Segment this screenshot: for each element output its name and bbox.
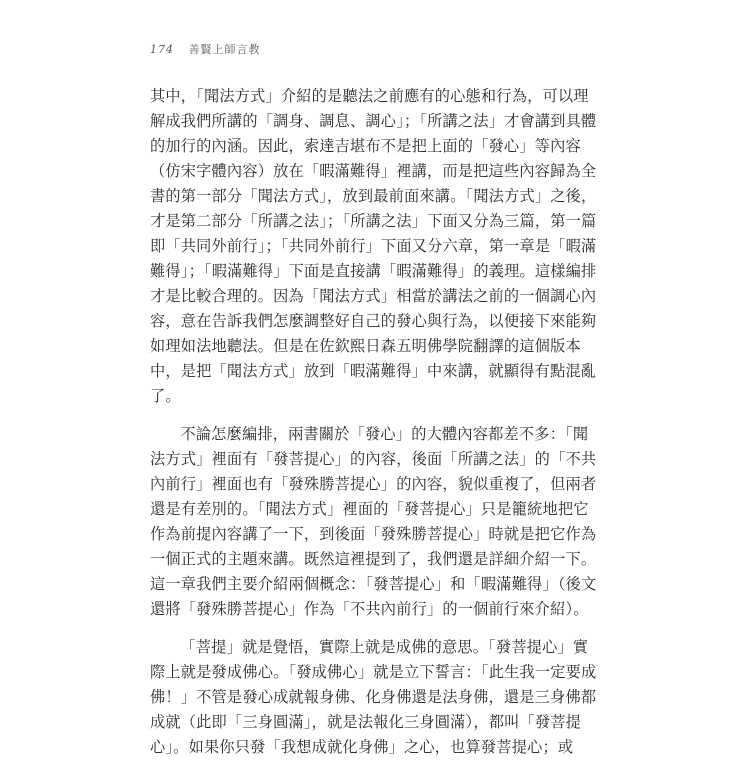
running-title: 善賢上師言教 <box>188 43 261 56</box>
paragraph-2: 不論怎麼編排，兩書關於「發心」的大體內容都差不多：「聞法方式」裡面有「發菩提心」的內容，後面「所講之法」的「不共內前行」裡面也有「發殊勝菩提心」的內容，貌似重複了，但兩者還是有差別的。「聞法方式」裡面的「發菩提心」只是籠統地把它作為前提內容講了一下，到後面「發殊勝菩提心」時就是把它作為一個正式的主題來講。既然這裡提到了，我們還是詳細介紹一下。這一章我們主要介紹兩個概念：「發菩提心」和「暇滿難得」（後文還將「發殊勝菩提心」作為「不共內前行」的一個前行來介紹）。 <box>150 425 597 618</box>
page-number: 174 <box>150 43 174 56</box>
paragraph-1: 其中，「聞法方式」介紹的是聽法之前應有的心態和行為，可以理解成我們所講的「調身、調息、調心」；「所講之法」才會講到具體的加行的內涵。因此，索達吉堪布不是把上面的「發心」等內容（仿宋字體內容）放在「暇滿難得」裡講，而是把這些內容歸為全書的第一部分「聞法方式」，放到最前面來講。「聞法方式」之後，才是第二部分「所講之法」；「所講之法」下面又分為三篇，第一篇即「共同外前行」；「共同外前行」下面又分六章，第一章是「暇滿難得」；「暇滿難得」下面是直接講「暇滿難得」的義理。這樣編排才是比較合理的。因為「聞法方式」相當於講法之前的一個調心內容，意在告訴我們怎麼調整好自己的發心與行為，以便接下來能夠如理如法地聽法。但是在佐欽熙日森五明佛學院翻譯的這個版本中，是把「聞法方式」放到「暇滿難得」中來講，就顯得有點混亂了。 <box>150 87 597 405</box>
running-header <box>150 41 261 57</box>
paragraph-3: 「菩提」就是覺悟，實際上就是成佛的意思。「發菩提心」實際上就是發成佛心。「發成佛心」就是立下誓言：「此生我一定要成佛！」不管是發心成就報身佛、化身佛還是法身佛，還是三身佛都成就（此即「三身圓滿」，就是法報化三身圓滿），都叫「發菩提心」。如果你只發「我想成就化身佛」之心，也算發菩提心；或 <box>150 638 597 756</box>
body-text <box>150 84 602 773</box>
